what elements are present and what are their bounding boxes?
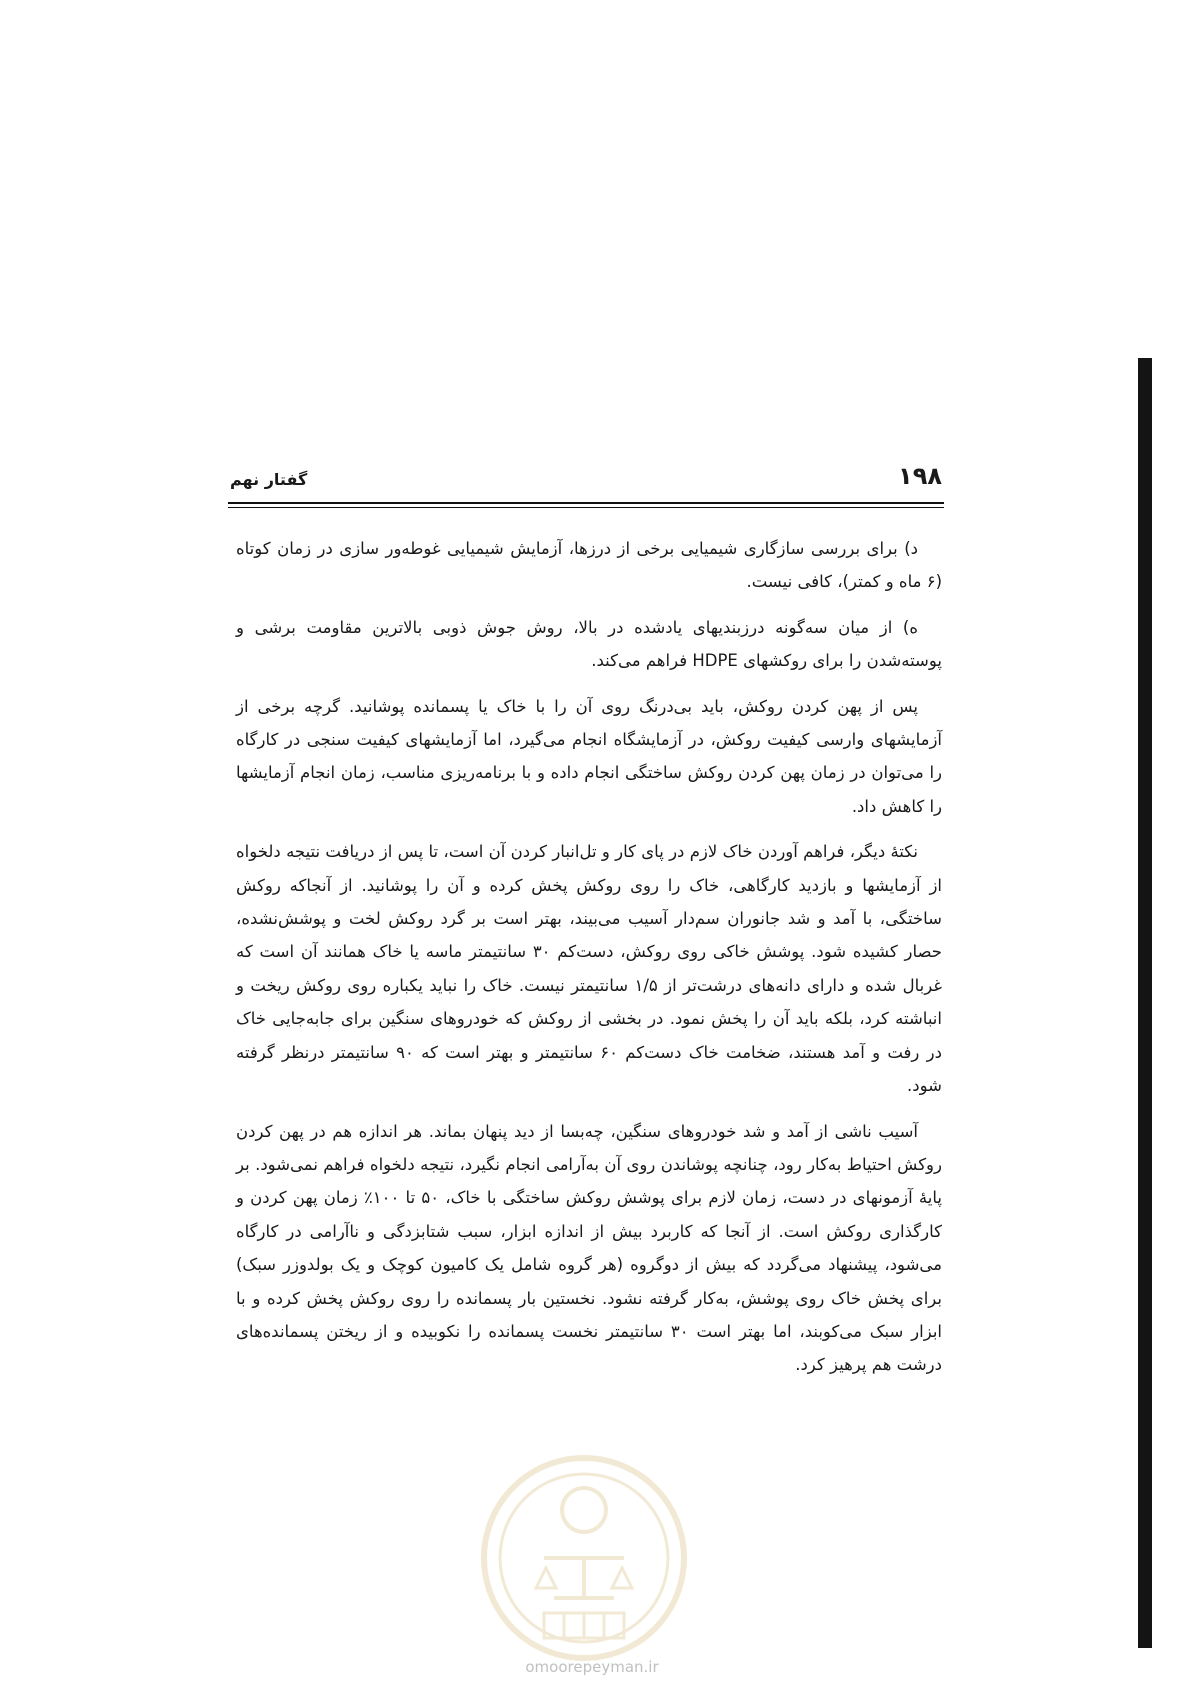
chapter-title: گفتار نهم <box>230 470 308 489</box>
page-header <box>230 462 942 504</box>
header-rule-thick <box>228 502 944 504</box>
paragraph: نکتهٔ دیگر، فراهم آوردن خاک لازم در پای کار و تل‌انبار کردن آن است، تا پس از دریافت نتیجه دلخواه از آزمایشها و بازدید کارگاهی، خاک را روی روکش پخش کرده و آن را پوشانید. از آنجاکه روکش ساختگی، با آمد و شد جانوران سم‌دار آسیب می‌بیند، بهتر است بر گرد روکش لخت و پوشش‌نشده، حصار کشیده شود. پوشش خاکی روی روکش، دست‌کم ۳۰ سانتیمتر ماسه یا خاک همانند آن است که غربال شده و دارای دانه‌های درشت‌تر از ۱/۵ سانتیمتر نیست. خاک را نباید یکباره روی روکش ریخت و انباشته کرد، بلکه باید آن را پخش نمود. در بخشی از روکش که خودروهای سنگین برای جابه‌جایی خاک در رفت و آمد هستند، ضخامت خاک دست‌کم ۶۰ سانتیمتر و بهتر است که ۹۰ سانتیمتر درنظر گرفته شود. <box>236 842 942 1096</box>
body-text <box>236 532 942 1394</box>
page-edge-bar <box>1138 358 1152 1648</box>
page-number: ۱۹۸ <box>898 462 942 490</box>
paragraph-item-d: د) برای بررسی سازگاری شیمیایی برخی از درزها، آزمایش شیمیایی غوطه‌ور سازی در زمان کوتاه (۶ ماه و کمتر)، کافی نیست. <box>236 539 942 592</box>
watermark-url: omoorepeyman.ir <box>525 1658 659 1676</box>
paragraph: پس از پهن کردن روکش، باید بی‌درنگ روی آن را با خاک یا پسمانده پوشانید. گرچه برخی از آزمایشهای وارسی کیفیت روکش، در آزمایشگاه انجام می‌گیرد، اما آزمایشهای کیفیت سنجی در کارگاه را می‌توان در زمان پهن کردن روکش ساختگی انجام داده و با برنامه‌ریزی مناسب، زمان انجام آزمایشها را کاهش داد. <box>236 696 942 816</box>
header-rule-thin <box>228 507 944 508</box>
paragraph: آسیب ناشی از آمد و شد خودروهای سنگین، چه‌بسا از دید پنهان بماند. هر اندازه هم در پهن کردن روکش احتیاط به‌کار رود، چنانچه پوشاندن روی آن به‌آرامی انجام نگیرد، نتیجه دلخواه فراهم نمی‌شود. بر پایهٔ آزمونهای در دست، زمان لازم برای پوشش روکش ساختگی با خاک، ۵۰ تا ۱۰۰٪ زمان پهن کردن و کارگذاری روکش است. از آنجا که کاربرد بیش از اندازه ابزار، سبب شتابزدگی و ناآرامی در کارگاه می‌شود، پیشنهاد می‌گردد که بیش از دوگروه (هر گروه شامل یک کامیون کوچک و یک بولدوزر سبک) برای پخش خاک روی پوشش، به‌کار گرفته نشود. نخستین بار پسمانده را روی روکش پخش کرده و با ابزار سبک می‌کوبند، اما بهتر است ۳۰ سانتیمتر نخست پسمانده را نکوبیده و از ریختن پسمانده‌های درشت هم پرهیز کرد. <box>236 1121 942 1375</box>
seal-watermark-icon <box>474 1448 694 1668</box>
paragraph-item-h: ه) از میان سه‌گونه درزبندیهای یادشده در بالا، روش جوش ذوبی بالاترین مقاومت برشی و پوسته‌شدن را برای روکشهای HDPE فراهم می‌کند. <box>236 617 942 671</box>
